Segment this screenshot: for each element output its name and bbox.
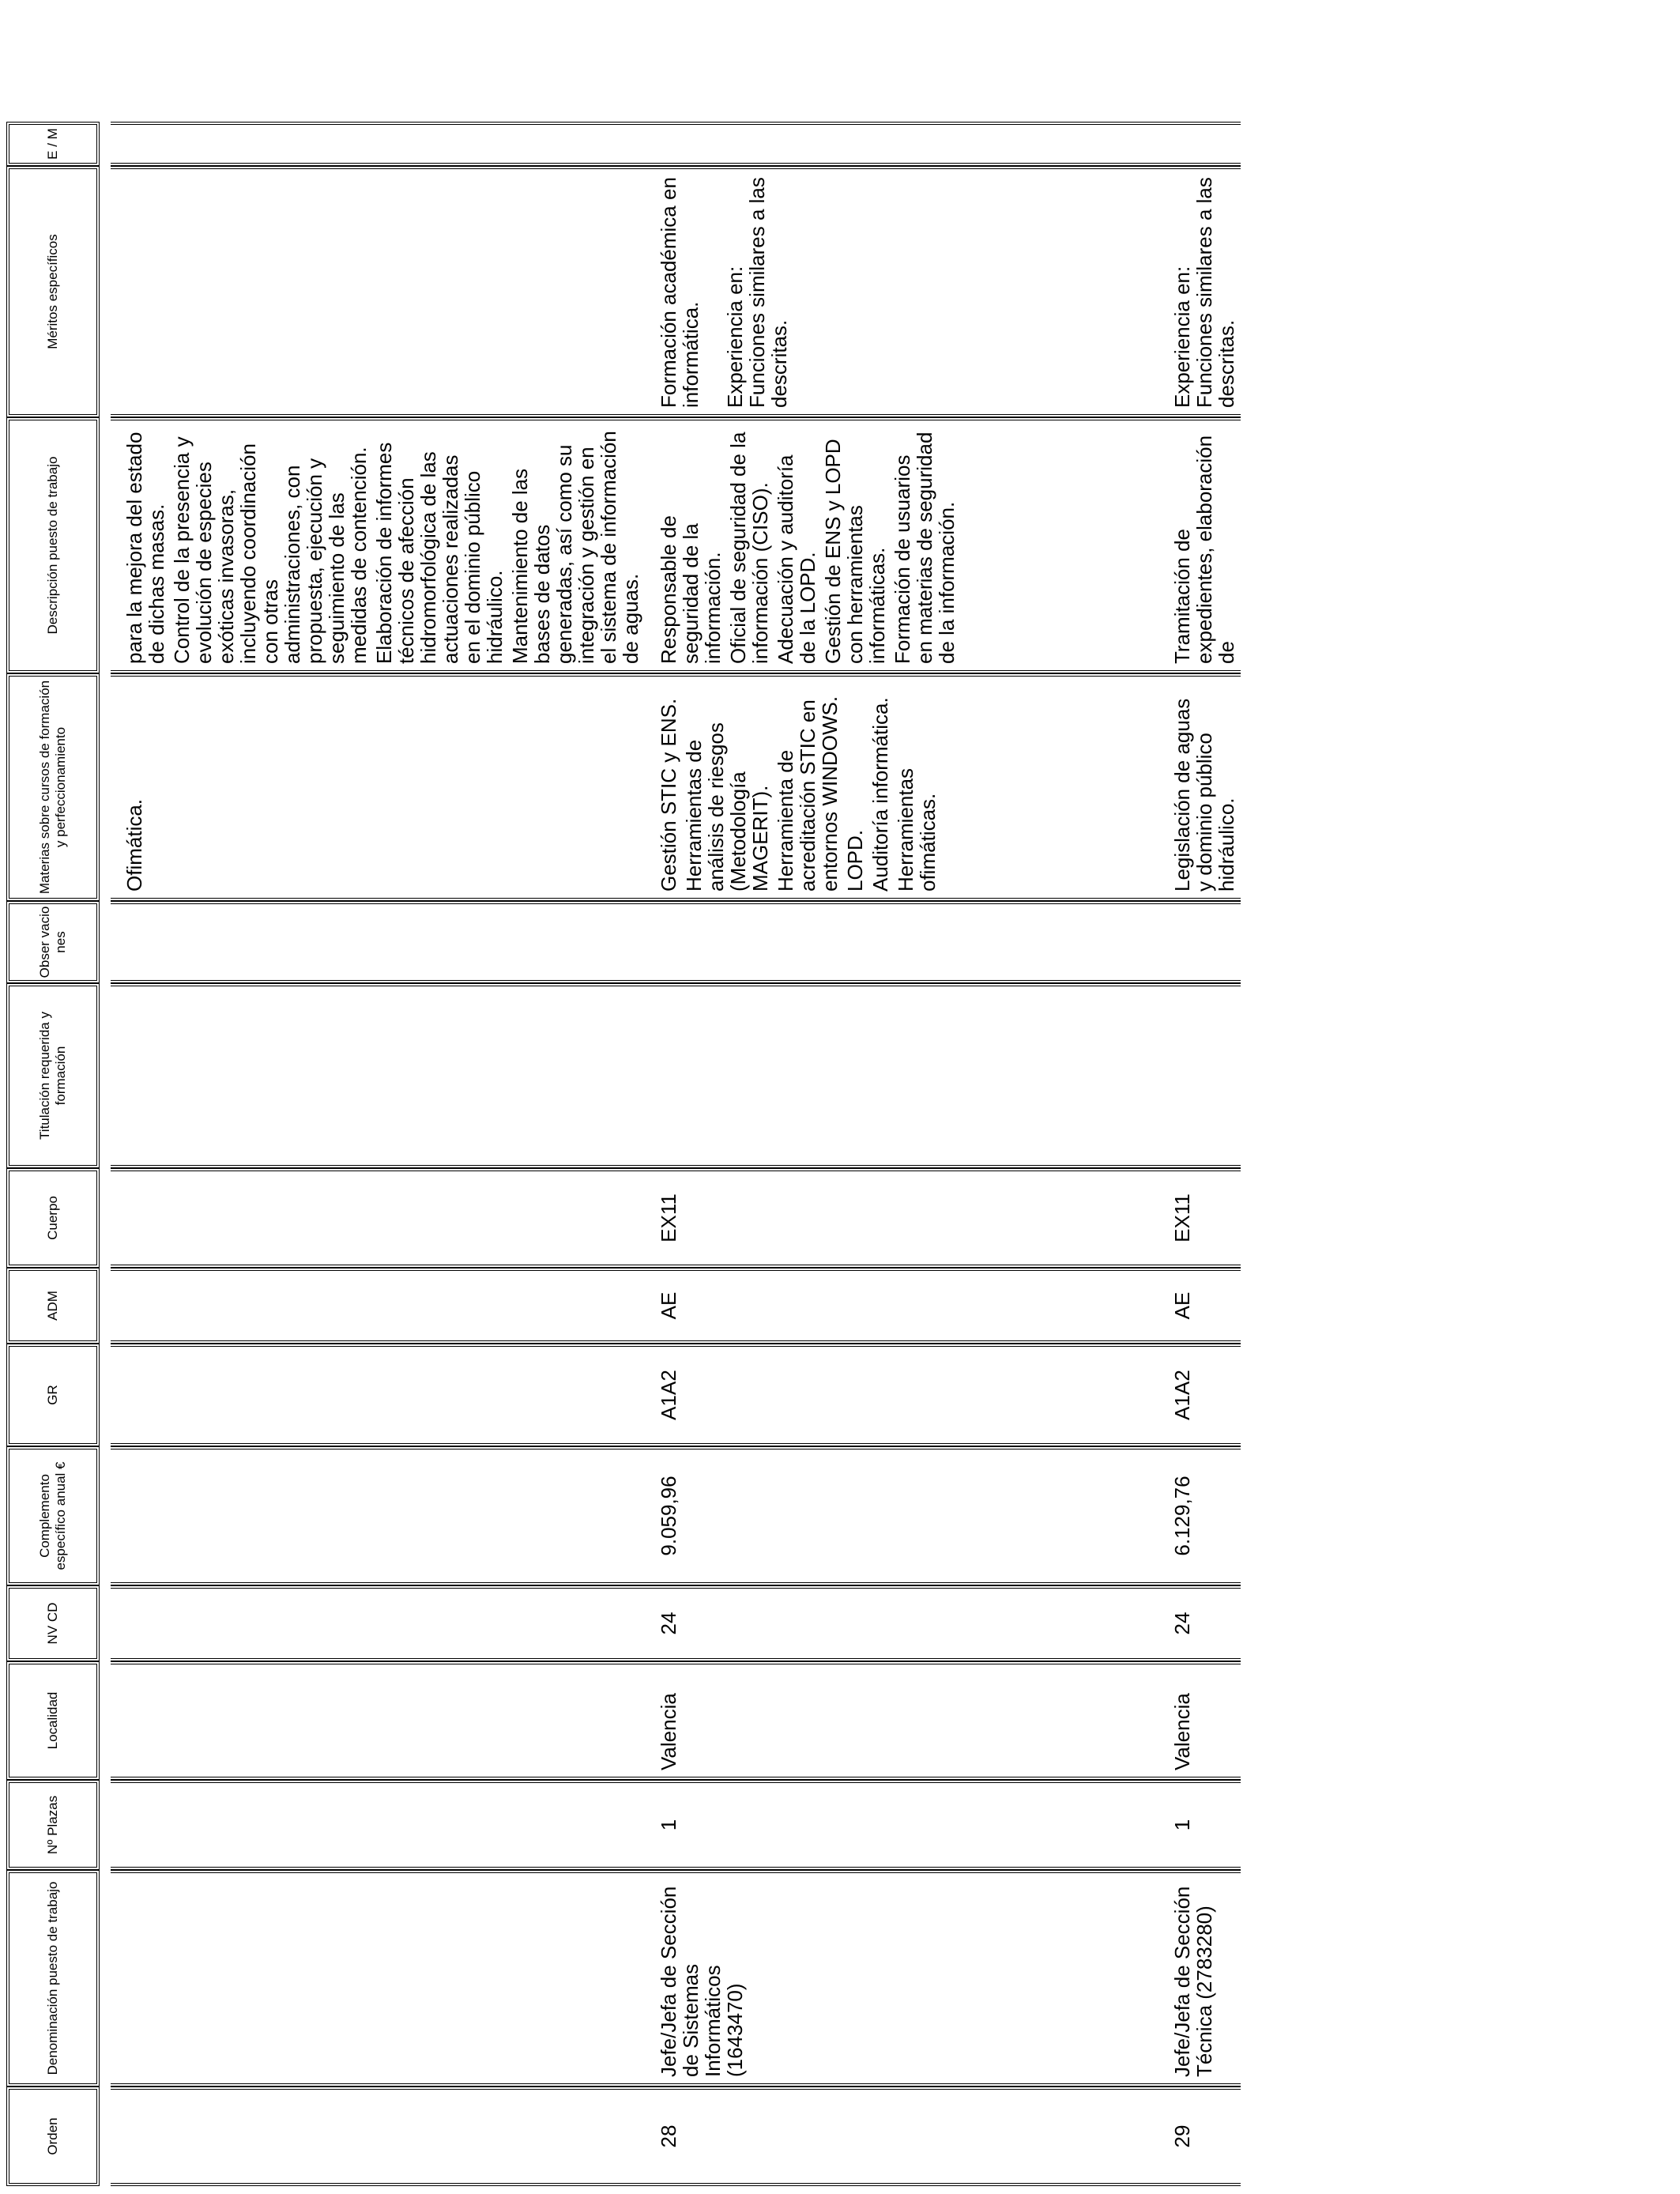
header-orden: Orden (6, 2087, 100, 2186)
header-plazas: Nº Plazas (6, 1780, 100, 1870)
materias-item: Legislación de aguas y dominio público hidráulico. (1170, 698, 1238, 892)
header-em: E / M (6, 122, 100, 166)
cell-meritos (645, 166, 1158, 417)
cell-adm (111, 1268, 645, 1344)
table-row (645, 122, 1158, 2186)
cell-cuerpo: EX11 (645, 1168, 1158, 1268)
descripcion-item: Mantenimiento de las bases de datos generadas, así como su integración y gestión en el sistema de información de aguas. (508, 431, 642, 664)
descripcion-item: Tramitación de expedientes, elaboración de (1170, 435, 1238, 664)
header-materias: Materias sobre cursos de formación y perfeccionamiento (6, 673, 100, 901)
cell-denominacion: Jefe/Jefa de Sección de Sistemas Informáticos (1643470) (645, 1870, 1158, 2087)
header-gap (100, 122, 111, 2186)
cell-descripcion (645, 417, 1158, 673)
cell-orden: 29 (1158, 2087, 1241, 2186)
meritos-item: Formación académica en informática. (657, 177, 703, 408)
descripcion-item: Control de la presencia y evolución de especies exóticas invasoras, incluyendo coordinación con otras administraciones, con propuesta, ejecución y seguimiento de las medidas de contención. (170, 436, 371, 664)
cell-em (1158, 122, 1241, 166)
cell-materias (111, 673, 645, 901)
cell-cuerpo (111, 1168, 645, 1268)
header-complemento: Complemento específico anual € (6, 1446, 100, 1585)
cell-cuerpo: EX11 (1158, 1168, 1241, 1268)
cell-complemento: 9.059,96 (645, 1446, 1158, 1585)
cell-gr: A1A2 (645, 1344, 1158, 1446)
cell-complemento: 6.129,76 (1158, 1446, 1241, 1585)
cell-gr: A1A2 (1158, 1344, 1241, 1446)
cell-nv-cd (111, 1585, 645, 1661)
header-observaciones: Obser vacio nes (6, 901, 100, 983)
header-adm: ADM (6, 1268, 100, 1344)
cell-materias (645, 673, 1158, 901)
cell-localidad: Valencia (1158, 1661, 1241, 1780)
descripcion-item: para la mejora del estado de dichas masas. (122, 432, 168, 664)
cell-titulacion (111, 983, 645, 1168)
table-row (1158, 122, 1241, 2186)
cell-localidad: Valencia (645, 1661, 1158, 1780)
meritos-item: Experiencia en: Funciones similares a las descritas. (1170, 177, 1238, 408)
cell-observaciones (1158, 901, 1241, 983)
descripcion-item: Formación de usuarios en materias de seguridad de la información. (891, 432, 959, 664)
cell-localidad (111, 1661, 645, 1780)
materias-item: Auditoría informática. (868, 697, 892, 892)
materias-item: Herramienta de acreditación STIC en entornos WINDOWS. (774, 696, 842, 892)
descripcion-item: Elaboración de informes técnicos de afección hidromorfológica de las actuaciones realizadas en el dominio público hidráulico. (372, 442, 507, 664)
cell-denominacion: Jefe/Jefa de Sección Técnica (2783280) (1158, 1870, 1241, 2087)
header-denominacion: Denominación puesto de trabajo (6, 1870, 100, 2087)
cell-plazas (111, 1780, 645, 1870)
cell-observaciones (645, 901, 1158, 983)
cell-plazas: 1 (645, 1780, 1158, 1870)
header-descripcion: Descripción puesto de trabajo (6, 417, 100, 673)
descripcion-item: Adecuación y auditoría de la LOPD. (774, 454, 819, 664)
cell-observaciones (111, 901, 645, 983)
materias-item: LOPD. (843, 829, 867, 892)
cell-adm: AE (645, 1268, 1158, 1344)
cell-titulacion (1158, 983, 1241, 1168)
cell-adm: AE (1158, 1268, 1241, 1344)
descripcion-item: Gestión de ENS y LOPD con herramientas informáticas. (821, 439, 889, 664)
cell-gr (111, 1344, 645, 1446)
table-row (111, 122, 645, 2186)
cell-em (645, 122, 1158, 166)
materias-item: Gestión STIC y ENS. (657, 698, 680, 892)
cell-orden: 28 (645, 2087, 1158, 2186)
header-nv-cd: NV CD (6, 1585, 100, 1661)
cell-complemento (111, 1446, 645, 1585)
cell-plazas: 1 (1158, 1780, 1241, 1870)
header-row (6, 122, 100, 2186)
job-positions-table (6, 122, 1241, 2186)
descripcion-item: Responsable de seguridad de la información. (657, 515, 725, 664)
cell-meritos (1158, 166, 1241, 417)
header-titulacion: Titulación requerida y formación (6, 983, 100, 1168)
descripcion-item: Oficial de seguridad de la información (CISO). (726, 432, 772, 664)
cell-descripcion (111, 417, 645, 673)
cell-nv-cd: 24 (645, 1585, 1158, 1661)
cell-descripcion (1158, 417, 1241, 673)
table-body (111, 122, 1241, 2186)
cell-titulacion (645, 983, 1158, 1168)
cell-nv-cd: 24 (1158, 1585, 1241, 1661)
cell-orden (111, 2087, 645, 2186)
materias-item: Ofimática. (122, 798, 146, 892)
materias-item: Herramientas de análisis de riesgos (Metodología MAGERIT). (682, 722, 772, 892)
cell-materias (1158, 673, 1241, 901)
header-meritos: Méritos específicos (6, 166, 100, 417)
materias-item: Herramientas ofimáticas. (894, 767, 940, 892)
header-cuerpo: Cuerpo (6, 1168, 100, 1268)
cell-meritos (111, 166, 645, 417)
header-localidad: Localidad (6, 1661, 100, 1780)
cell-denominacion (111, 1870, 645, 2087)
header-gr: GR (6, 1344, 100, 1446)
meritos-item: Experiencia en: Funciones similares a las descritas. (723, 177, 791, 408)
cell-em (111, 122, 645, 166)
